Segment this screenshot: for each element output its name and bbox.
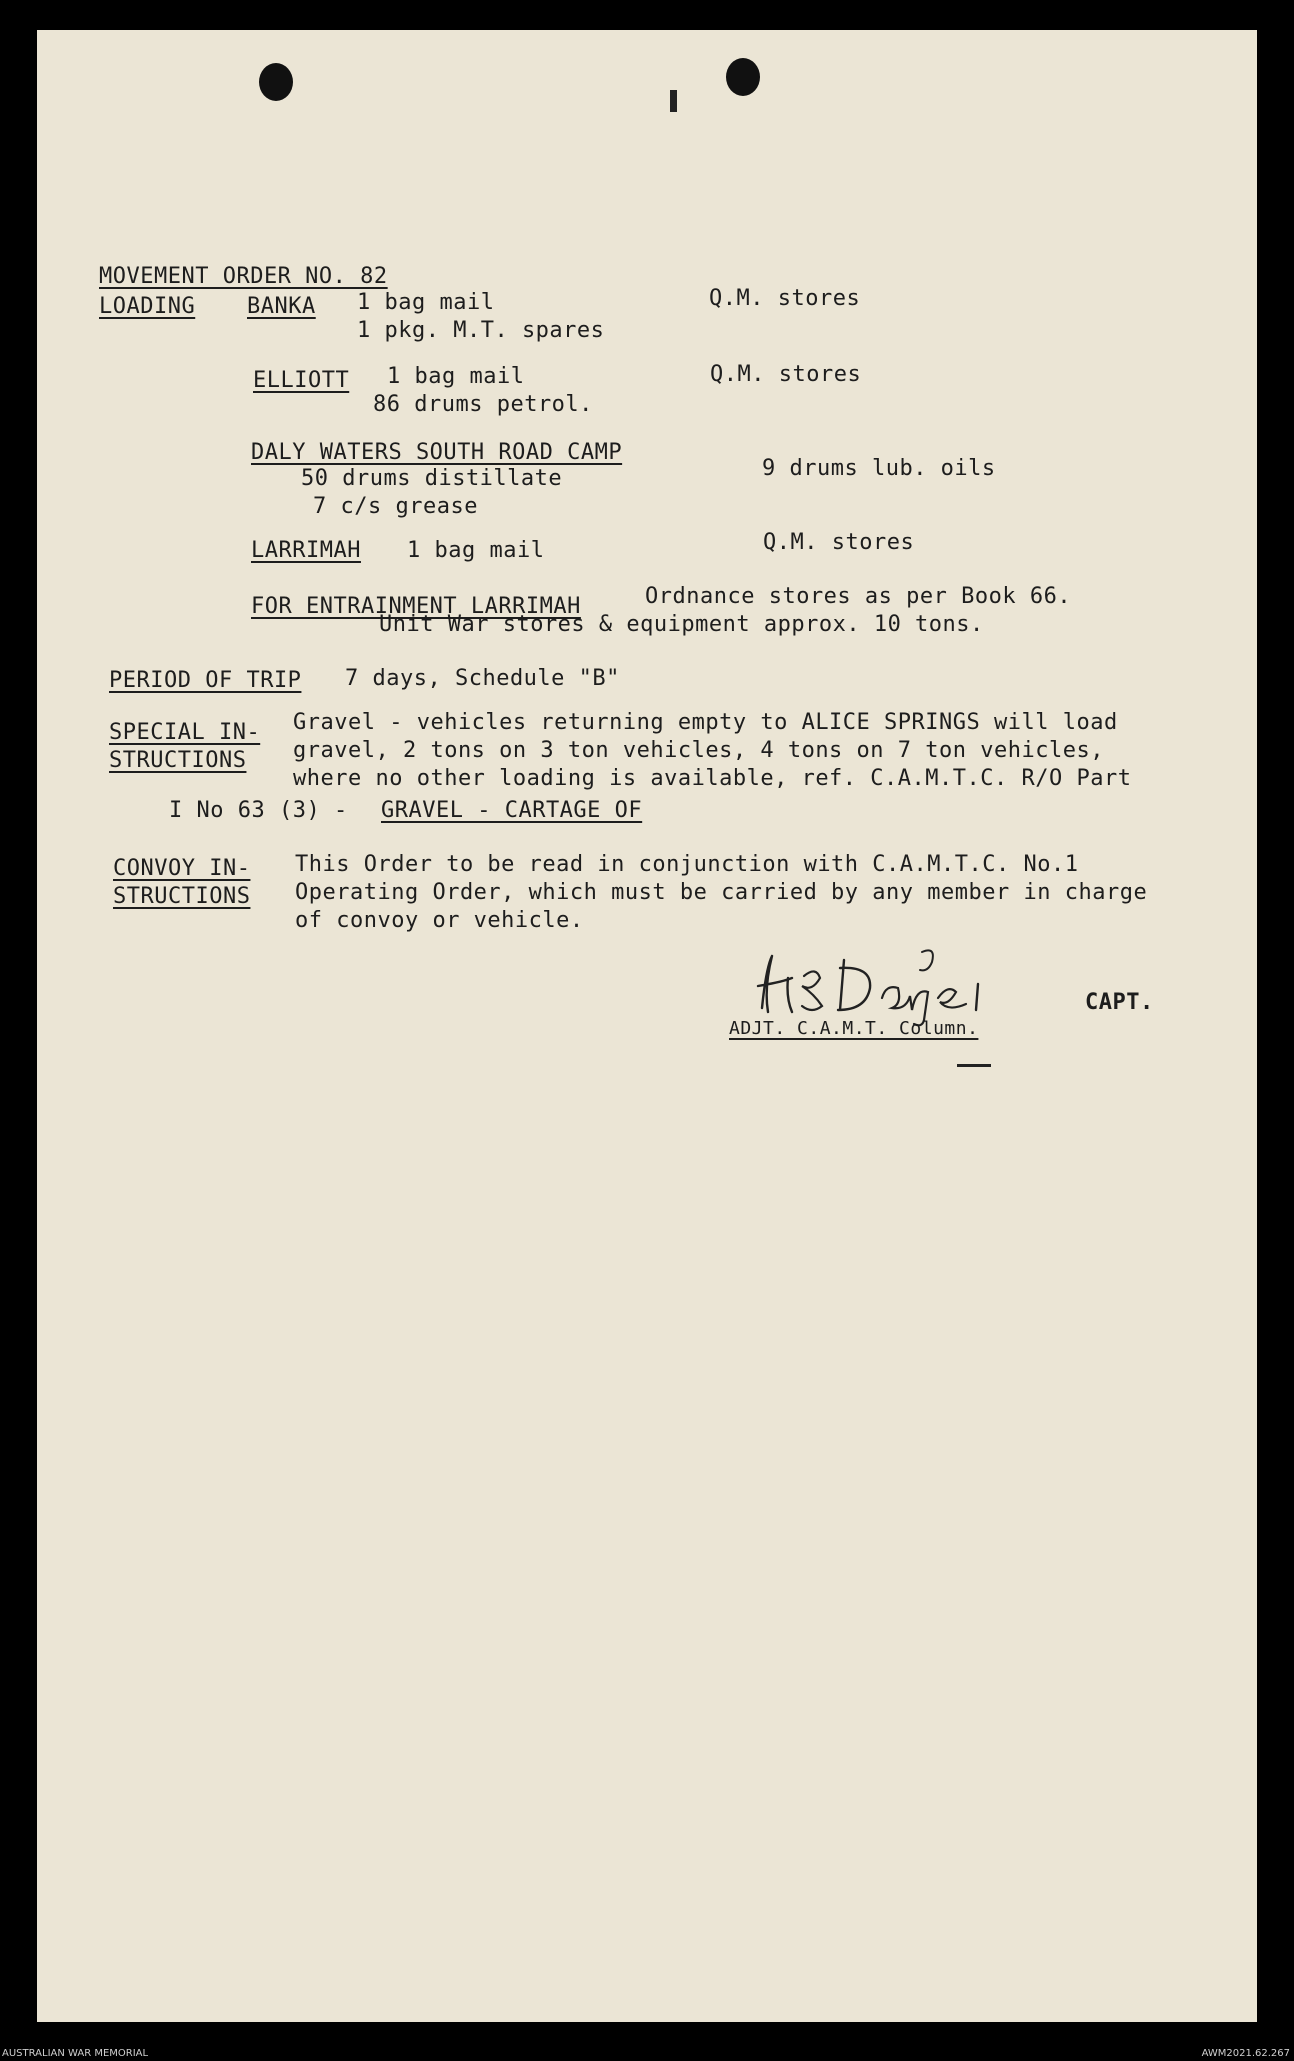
entrainment-line-1: Ordnance stores as per Book 66. [645,584,1072,609]
archive-footer-left: AUSTRALIAN WAR MEMORIAL [2,2048,149,2059]
special-label-2: STRUCTIONS [109,748,247,773]
stop-place-elliott: ELLIOTT [253,368,350,393]
document-page [37,30,1257,2022]
stop-item: 1 bag mail [357,290,495,315]
stop-item: 86 drums petrol. [373,392,593,417]
pen-stroke [957,1064,991,1067]
convoy-line: of convoy or vehicle. [295,908,584,933]
stop-item: 1 pkg. M.T. spares [357,318,605,343]
ink-mark [670,90,677,112]
entrainment-place: FOR ENTRAINMENT LARRIMAH [251,594,581,619]
special-label-1: SPECIAL IN- [109,720,261,745]
punch-hole-left [259,63,293,101]
convoy-label-1: CONVOY IN- [113,856,251,881]
order-title: MOVEMENT ORDER NO. 82 [99,264,388,289]
special-ref-title: GRAVEL - CARTAGE OF [381,798,643,823]
convoy-line: Operating Order, which must be carried by any member in charge [295,880,1148,905]
convoy-label-2: STRUCTIONS [113,884,251,909]
handwritten-signature [752,948,1062,1028]
convoy-line: This Order to be read in conjunction with C.A.M.T.C. No.1 [295,852,1079,877]
stop-item: 50 drums distillate [301,466,563,491]
special-ref-prefix: I No 63 (3) - [169,798,348,823]
loading-label: LOADING [99,294,196,319]
stop-stores: 9 drums lub. oils [762,456,996,481]
special-line: Gravel - vehicles returning empty to ALICE SPRINGS will load [293,710,1118,735]
special-line: where no other loading is available, ref. C.A.M.T.C. R/O Part [293,766,1132,791]
special-line: gravel, 2 tons on 3 ton vehicles, 4 tons on 7 ton vehicles, [293,738,1104,763]
stop-stores: Q.M. stores [710,362,862,387]
stop-item: 7 c/s grease [313,494,478,519]
stop-item: 1 bag mail [387,364,525,389]
stop-place-larrimah: LARRIMAH [251,538,361,563]
period-label: PERIOD OF TRIP [109,668,302,693]
signature-title: ADJT. C.A.M.T. Column. [729,1018,979,1039]
stop-stores: Q.M. stores [709,286,861,311]
stop-stores: Q.M. stores [763,530,915,555]
stop-place-banka: BANKA [247,294,316,319]
stop-item: 1 bag mail [407,538,545,563]
signature-rank: CAPT. [1085,990,1154,1015]
period-value: 7 days, Schedule "B" [345,666,620,691]
punch-hole-right [726,58,760,96]
stop-place-daly-waters: DALY WATERS SOUTH ROAD CAMP [251,440,623,465]
archive-footer-right: AWM2021.62.267 [1201,2048,1290,2059]
entrainment-line-2: Unit War stores & equipment approx. 10 tons. [379,612,984,637]
